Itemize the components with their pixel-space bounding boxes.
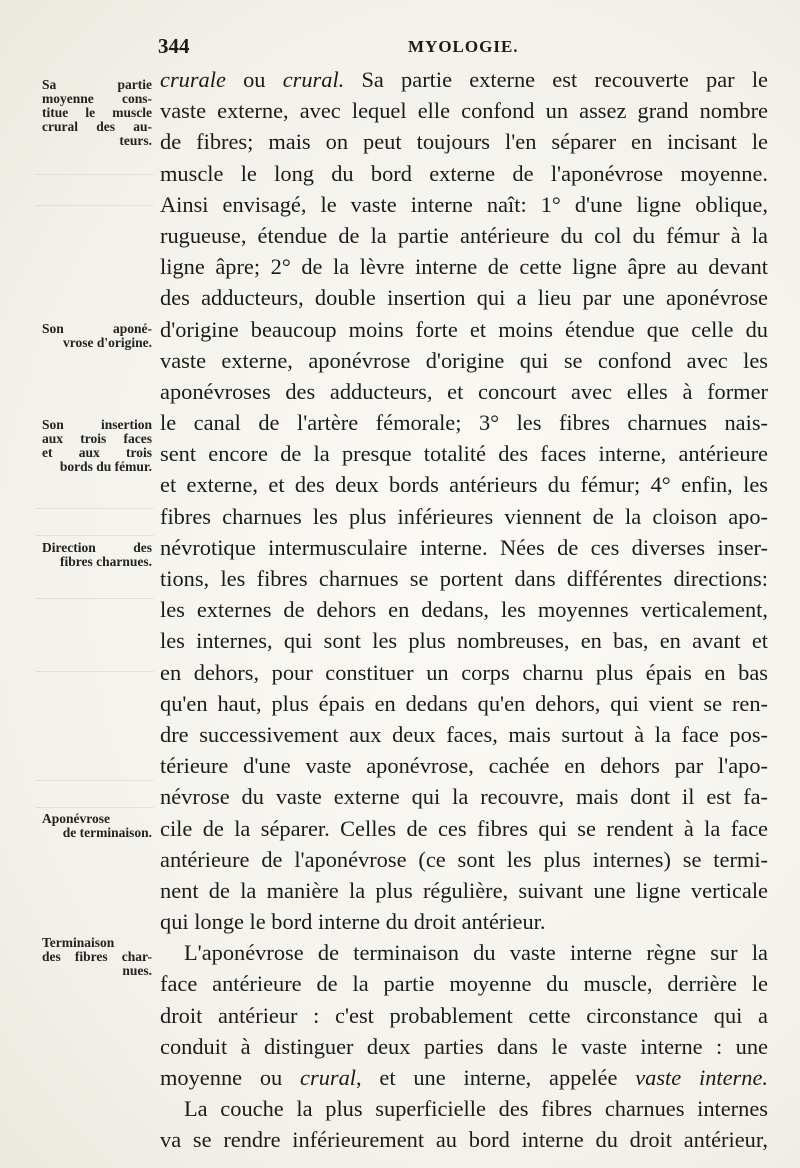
text-line xyxy=(160,64,768,95)
italic-term: vaste interne. xyxy=(635,1065,768,1090)
margin-note-line: Terminaison xyxy=(42,935,115,950)
running-head: MYOLOGIE. xyxy=(408,37,519,56)
text-run: cile de la séparer. Celles de ces fibres qui se rendent à la face xyxy=(160,815,768,841)
text-line xyxy=(160,189,768,220)
text-run: droit antérieur : c'est probablement cette circonstance qui a xyxy=(160,1002,768,1028)
text-line xyxy=(160,563,768,594)
italic-term: crurale xyxy=(160,67,226,92)
text-run: les externes de dehors en dedans, les moyennes verticalement, xyxy=(160,597,768,623)
margin-note xyxy=(42,936,152,978)
margin-note-line: titue le muscle xyxy=(42,105,152,120)
text-line xyxy=(160,532,768,563)
margin-note-line: et aux trois xyxy=(42,445,152,460)
text-line xyxy=(160,750,768,781)
margin-note-line: bords du fémur. xyxy=(59,459,152,474)
text-line xyxy=(160,657,768,688)
margin-note-line: Son insertion xyxy=(42,417,152,432)
margin-note xyxy=(42,78,152,148)
text-line xyxy=(160,906,768,937)
text-run: ou xyxy=(225,67,283,92)
bleed-through-mark xyxy=(36,508,154,536)
text-run: antérieure de l'aponévrose (ce sont les plus internes) se termi- xyxy=(160,846,768,872)
text-line xyxy=(160,314,768,345)
bleed-through-mark xyxy=(36,174,154,206)
text-line xyxy=(160,813,768,844)
text-run: Sa partie externe est recouverte par le xyxy=(344,67,768,92)
margin-note-line: Son aponé- xyxy=(42,321,152,336)
text-run: moyenne ou xyxy=(160,1065,301,1090)
text-run: qui longe le bord interne du droit antérieur. xyxy=(160,909,546,935)
text-line xyxy=(160,407,768,438)
text-run: les internes, qui sont les plus nombreuses, en bas, en avant et xyxy=(160,628,768,654)
text-run: et externe, et des deux bords antérieurs du fémur; 4° enfin, les xyxy=(160,472,768,498)
text-line xyxy=(160,1093,768,1124)
margin-note-line: vrose d'origine. xyxy=(63,335,152,350)
text-line xyxy=(160,1062,768,1093)
text-run: conduit à distinguer deux parties dans le vaste interne : une xyxy=(160,1033,768,1059)
text-line xyxy=(160,501,768,532)
text-line xyxy=(160,376,768,407)
italic-term: crural. xyxy=(282,67,345,92)
text-run: névrose du vaste externe qui la recouvre, mais dont il est fa- xyxy=(160,784,768,810)
text-run: d'origine beaucoup moins forte et moins étendue que celle du xyxy=(160,316,768,342)
text-line xyxy=(160,469,768,500)
page-header xyxy=(158,34,748,60)
text-line xyxy=(160,1031,768,1062)
text-line xyxy=(160,875,768,906)
bleed-through-mark xyxy=(36,598,154,672)
text-run: tions, les fibres charnues se portent dans différentes directions: xyxy=(160,566,768,591)
text-run: La couche la plus superficielle des fibres charnues internes xyxy=(184,1096,768,1122)
text-run: L'aponévrose de terminaison du vaste interne règne sur la xyxy=(184,940,768,966)
text-line xyxy=(160,719,768,750)
text-run: Ainsi envisagé, le vaste interne naît: 1° d'une ligne oblique, xyxy=(160,191,768,217)
text-run: sent encore de la presque totalité des faces interne, antérieure xyxy=(160,441,768,467)
margin-note xyxy=(42,418,152,474)
text-run: vaste externe, avec lequel elle confond un assez grand nombre xyxy=(160,98,768,124)
text-line xyxy=(160,158,768,189)
text-run: névrotique intermusculaire interne. Nées de ces diverses inser- xyxy=(160,534,768,560)
text-line xyxy=(160,594,768,625)
text-line xyxy=(160,937,768,968)
text-run: va se rendre inférieurement au bord interne du droit antérieur, xyxy=(160,1127,768,1153)
margin-note xyxy=(42,541,152,569)
text-line xyxy=(160,625,768,656)
text-run: en dehors, pour constituer un corps charnu plus épais en bas xyxy=(160,659,768,685)
bleed-through-mark xyxy=(36,780,154,808)
text-line xyxy=(160,1124,768,1155)
text-run: rugueuse, étendue de la partie antérieure du col du fémur à la xyxy=(160,222,768,248)
text-run: des adducteurs, double insertion qui a lieu par une aponévrose xyxy=(160,285,768,311)
margin-note-line: des fibres char- xyxy=(42,949,152,964)
text-line xyxy=(160,438,768,469)
text-run: aponévroses des adducteurs, et concourt avec elles à former xyxy=(160,378,768,404)
margin-note-line: aux trois faces xyxy=(42,431,152,446)
page-number: 344 xyxy=(158,34,190,58)
margin-note-line: Sa partie xyxy=(42,77,152,92)
text-line xyxy=(160,220,768,251)
margin-note-line: de terminaison. xyxy=(62,825,152,840)
margin-note-line: Aponévrose xyxy=(42,811,111,826)
text-line xyxy=(160,781,768,812)
text-run: face antérieure de la partie moyenne du muscle, derrière le xyxy=(160,971,768,997)
text-line xyxy=(160,251,768,282)
text-line xyxy=(160,95,768,126)
margin-note xyxy=(42,812,152,840)
margin-note-line: crural des au- xyxy=(42,119,152,134)
text-run: vaste externe, aponévrose d'origine qui se confond avec les xyxy=(160,347,768,373)
margin-note-line: nues. xyxy=(122,963,152,978)
text-run: fibres charnues les plus inférieures viennent de la cloison apo- xyxy=(160,503,768,529)
margin-note-line: teurs. xyxy=(119,133,152,148)
text-run: muscle le long du bord externe de l'aponévrose moyenne. xyxy=(160,160,768,186)
text-run: ligne âpre; 2° de la lèvre interne de cette ligne âpre au devant xyxy=(160,254,768,280)
text-line xyxy=(160,345,768,376)
text-run: de fibres; mais on peut toujours l'en séparer en incisant le xyxy=(160,129,768,155)
text-line xyxy=(160,126,768,157)
text-line xyxy=(160,968,768,999)
text-run: dre successivement aux deux faces, mais surtout à la face pos- xyxy=(160,721,768,747)
text-line xyxy=(160,688,768,719)
body-text xyxy=(160,64,768,1156)
margin-note xyxy=(42,322,152,350)
text-line xyxy=(160,844,768,875)
margin-note-line: fibres charnues. xyxy=(59,554,152,569)
text-line xyxy=(160,282,768,313)
margin-note-line: Direction des xyxy=(42,540,152,555)
margin-note-line: moyenne cons- xyxy=(42,91,152,106)
text-line xyxy=(160,1000,768,1031)
italic-term: crural xyxy=(300,1065,357,1090)
text-run: qu'en haut, plus épais en dedans qu'en dehors, qui vient se ren- xyxy=(160,690,768,716)
text-run: nent de la manière la plus régulière, suivant une ligne verticale xyxy=(160,877,768,903)
text-run: le canal de l'artère fémorale; 3° les fibres charnues nais- xyxy=(160,410,768,436)
text-run: , et une interne, appelée xyxy=(356,1065,636,1090)
text-run: térieure d'une vaste aponévrose, cachée en dehors par l'apo- xyxy=(160,753,768,779)
